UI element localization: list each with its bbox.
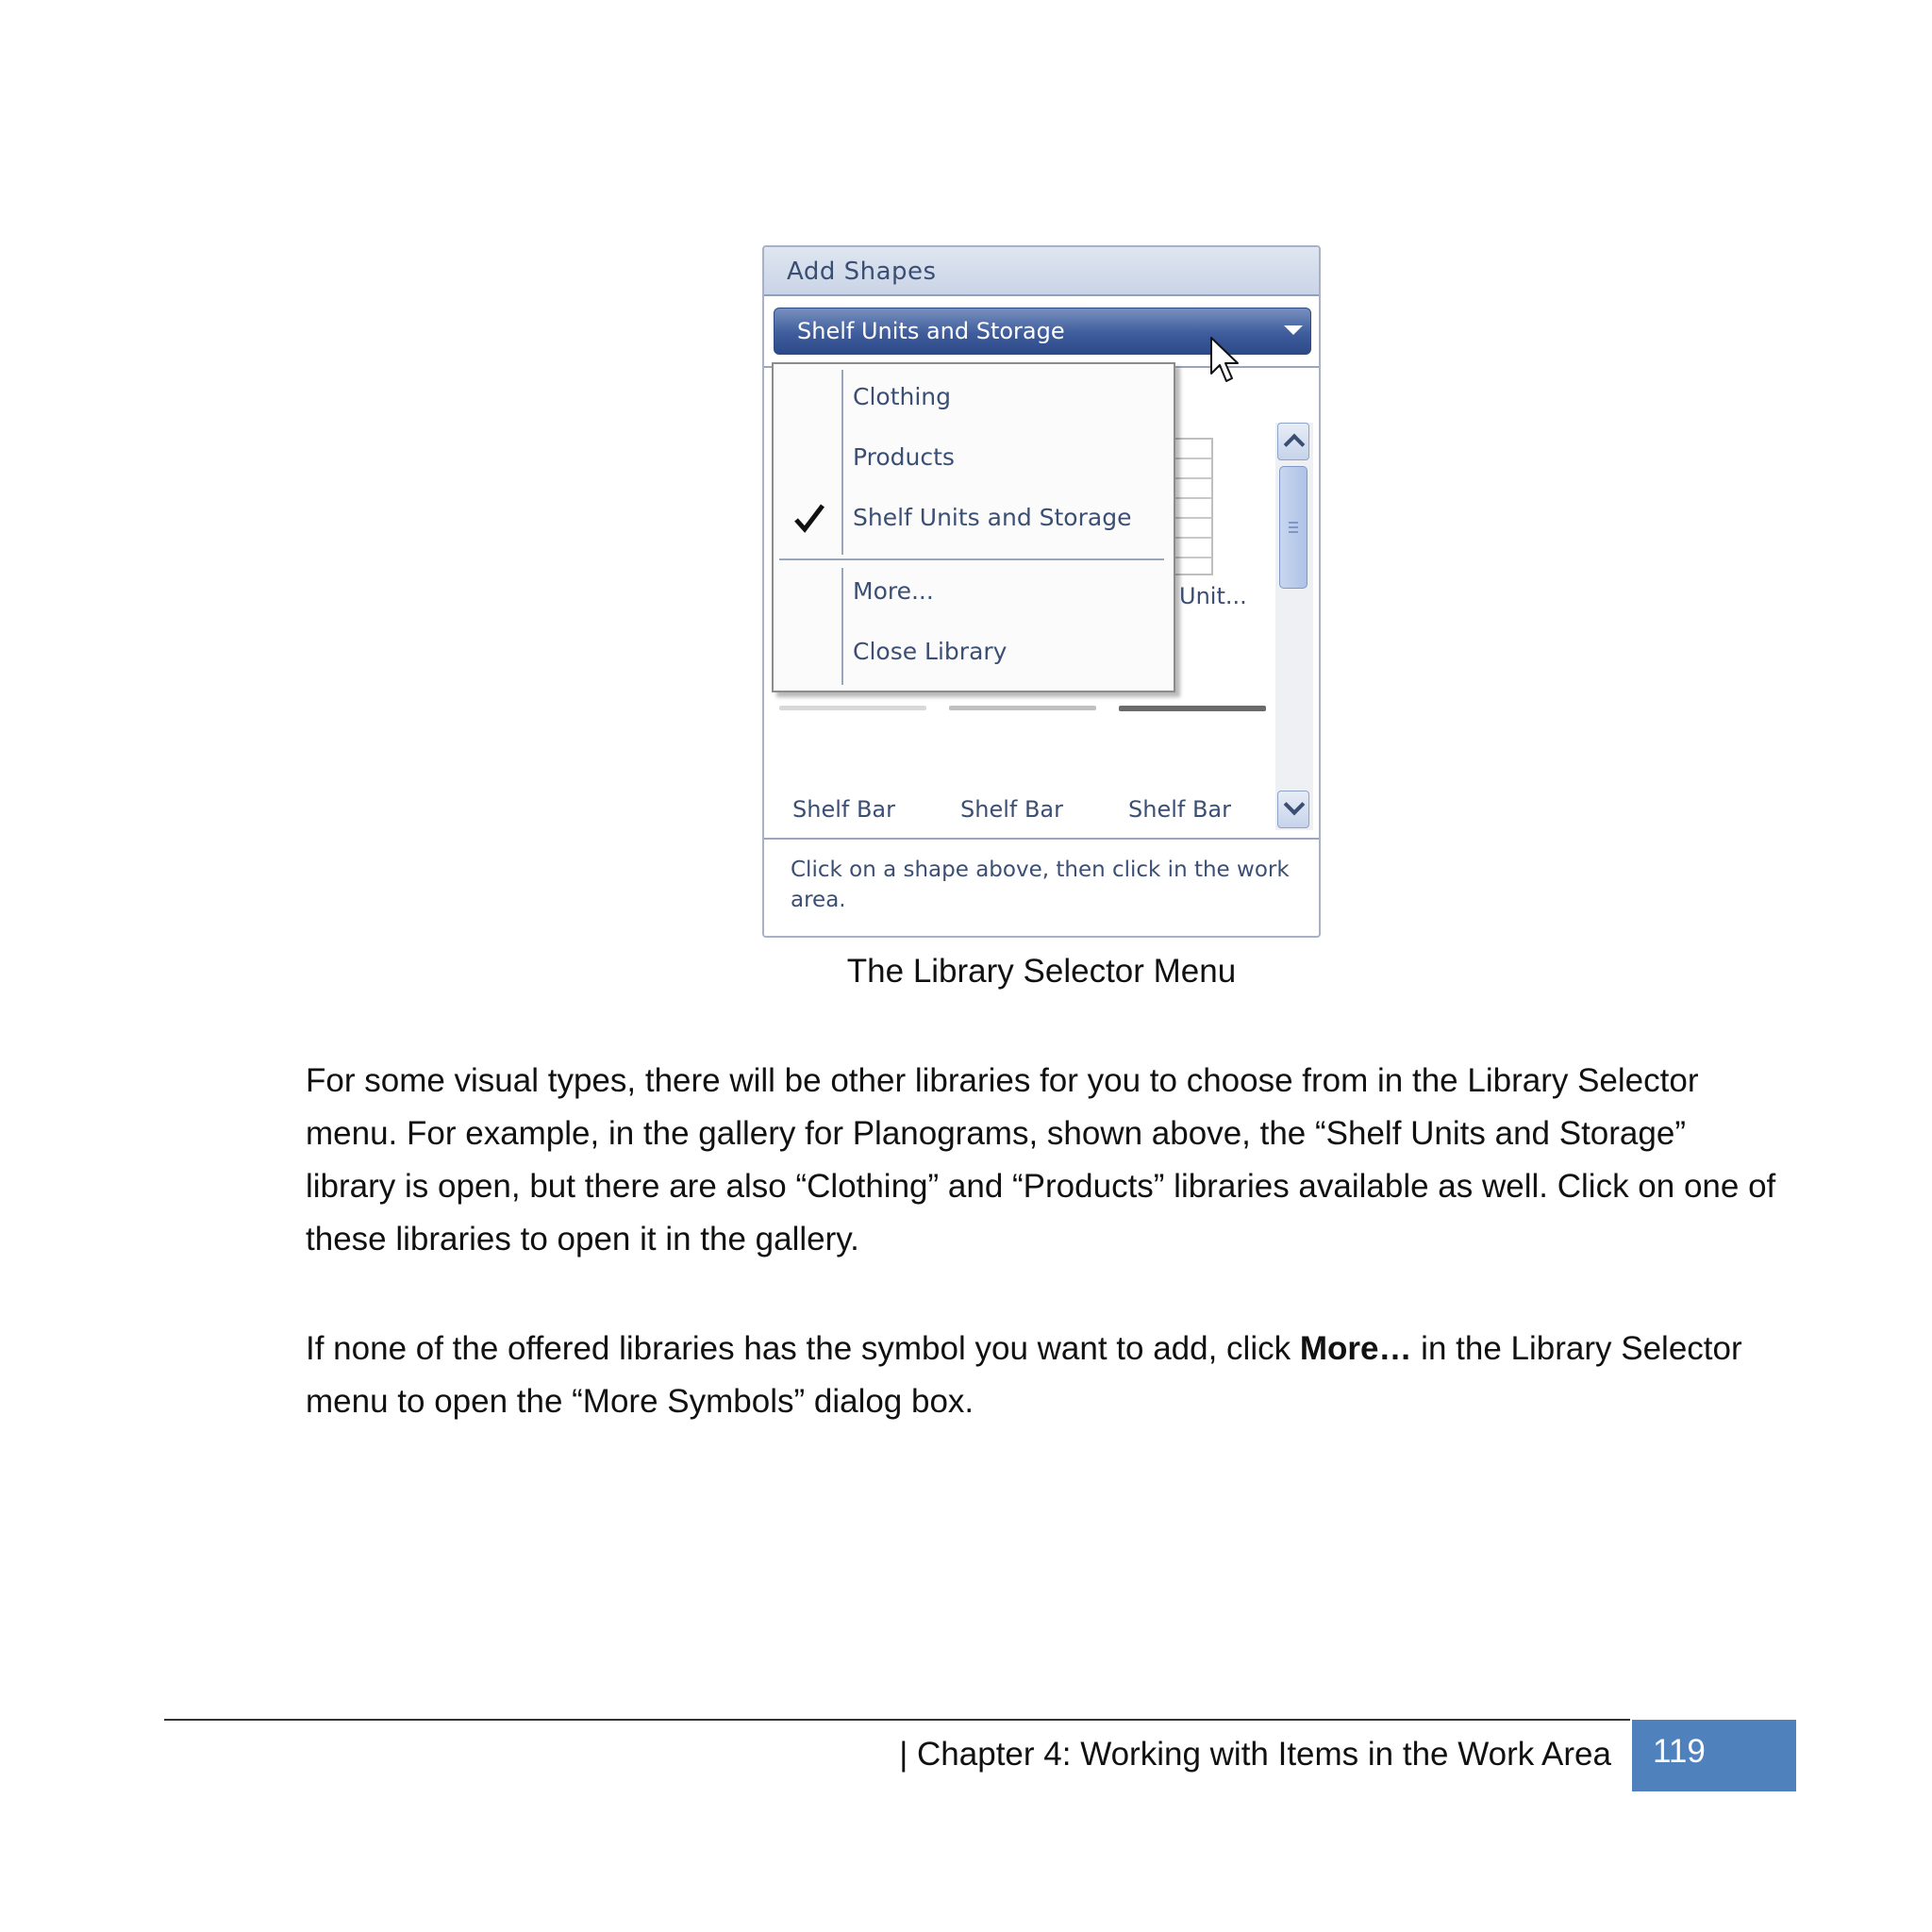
- library-selector-menu: [772, 362, 1175, 692]
- menu-item-label: Close Library: [853, 638, 1008, 665]
- paragraph-text: If none of the offered libraries has the symbol you want to add, click: [306, 1330, 1300, 1367]
- grip-icon: [1289, 522, 1298, 524]
- menu-item-more[interactable]: [775, 566, 1172, 619]
- scroll-up-button[interactable]: [1277, 423, 1309, 460]
- gallery-scrollbar[interactable]: [1275, 423, 1313, 830]
- menu-item-clothing[interactable]: [775, 372, 1172, 425]
- menu-item-close-library[interactable]: [775, 626, 1172, 679]
- body-paragraph: For some visual types, there will be other libraries for you to choose from in the Library Selector menu. For example, in the gallery for Planograms, shown above, the “Shelf Units and Storage” library is open, but there are also “Clothing” and “Products” libraries available as well. Click on one of these libraries to open it in the gallery.: [306, 1062, 1776, 1257]
- gallery-item-label: Shelf Bar: [1128, 796, 1231, 823]
- scroll-thumb[interactable]: [1279, 466, 1307, 589]
- shelf-bar-shape[interactable]: [779, 706, 926, 710]
- chevron-down-icon: [1284, 794, 1306, 816]
- menu-separator: [779, 558, 1164, 560]
- page-number-box: [1632, 1720, 1796, 1791]
- panel-title: Add Shapes: [787, 258, 937, 286]
- selected-library-label: Shelf Units and Storage: [797, 318, 1065, 344]
- shelf-bar-shape[interactable]: [1119, 706, 1266, 711]
- shelf-bar-shape[interactable]: [949, 706, 1096, 710]
- panel-header: [764, 247, 1319, 296]
- menu-item-label: Clothing: [853, 383, 952, 410]
- footer-chapter-title: | Chapter 4: Working with Items in the Work Area: [899, 1736, 1611, 1773]
- footer-rule: [164, 1719, 1630, 1721]
- chevron-up-icon: [1284, 434, 1306, 456]
- gallery-item-label: Shelf Bar: [792, 796, 895, 823]
- menu-item-products[interactable]: [775, 432, 1172, 485]
- gallery-item-label: Unit...: [1179, 583, 1247, 609]
- mouse-pointer-icon: [1209, 336, 1243, 392]
- chevron-down-icon: [1284, 325, 1303, 335]
- figure-caption: The Library Selector Menu: [846, 953, 1237, 990]
- checkmark-icon: [792, 502, 826, 536]
- menu-item-label: More...: [853, 577, 934, 605]
- body-paragraph: [306, 1323, 1777, 1428]
- gallery-item-label: Shelf Bar: [960, 796, 1063, 823]
- page-number: 119: [1653, 1733, 1706, 1770]
- menu-item-label: Products: [853, 443, 955, 471]
- menu-item-label: Shelf Units and Storage: [853, 504, 1132, 531]
- shelf-unit-thumbnail[interactable]: [1170, 438, 1213, 575]
- bold-more-label: More…: [1299, 1330, 1412, 1367]
- menu-item-shelf-units-and-storage[interactable]: [775, 492, 1172, 545]
- paragraph-text: in the Library Selector menu to open the “More Symbols” dialog box.: [306, 1330, 1742, 1420]
- scroll-down-button[interactable]: [1277, 791, 1309, 828]
- hint-text: Click on a shape above, then click in the work area.: [791, 858, 1290, 912]
- panel-hint-area: [764, 838, 1319, 936]
